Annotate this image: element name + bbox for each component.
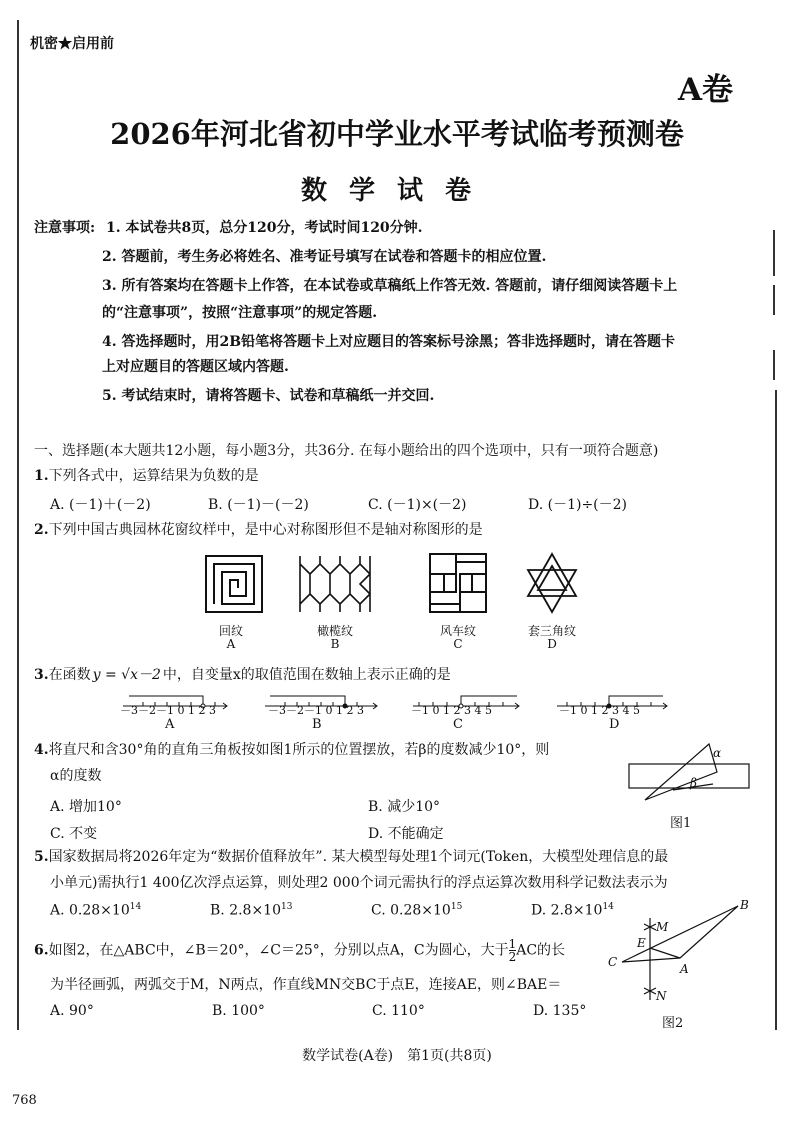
set-square — [645, 744, 717, 800]
point-c-label: C — [608, 955, 618, 969]
fraction-numerator: 1 — [508, 937, 517, 951]
exam-title: 2026年河北省初中学业水平考试临考预测卷 — [110, 117, 684, 151]
question-4 — [34, 741, 549, 760]
axis-letter: C — [453, 717, 463, 732]
option-c — [371, 902, 462, 919]
option-b — [210, 902, 292, 919]
axis-ticks: －3－2－1 0 1 2 3 — [268, 704, 364, 717]
figure-letter: B — [330, 637, 340, 651]
question-text: 国家数据局将2026年定为“数据价值释放年”. 某大模型每处理1个词元(Token，大模型处理信息的最 — [48, 849, 669, 865]
axis-ticks: －1 0 1 2 3 4 5 — [411, 704, 492, 717]
fraction-denominator: 2 — [508, 950, 517, 964]
option-a — [50, 902, 141, 919]
exam-subtitle: 数学试卷 — [300, 176, 493, 206]
question-text: 小单元)需执行1 400亿次浮点运算，则处理2 000个词元需执行的浮点运算次数用科学记数法表示为 — [50, 875, 668, 891]
question-text: 下列各式中，运算结果为负数的是 — [48, 468, 259, 484]
alpha-label: α — [713, 746, 722, 760]
option-base: A. 0.28×10 — [50, 902, 130, 919]
option-b: B. (－1)－(－2) — [208, 497, 309, 513]
notes-item: 2. 答题前，考生务必将姓名、准考证号填写在试卷和答题卡的相应位置. — [102, 249, 547, 265]
option-exponent: 14 — [602, 902, 614, 912]
volume-label: A卷 — [678, 72, 734, 108]
question-2 — [34, 521, 483, 540]
scan-edge-mark — [773, 350, 775, 380]
pattern-figures — [200, 552, 600, 622]
option-b: B. 100° — [212, 1003, 265, 1019]
notes-item: 的“注意事项”，按照“注意事项”的规定答题. — [102, 305, 378, 321]
point-a-label: A — [680, 962, 689, 976]
figure-1 — [625, 740, 755, 810]
figure-label: 风车纹 — [439, 624, 476, 638]
notes-item: 3. 所有答案均在答题卡上作答，在本试卷或草稿纸上作答无效. 答题前，请仔细阅读答题卡上 — [102, 278, 678, 294]
option-c: C. 不变 — [50, 826, 98, 842]
option-d: D. 135° — [533, 1003, 587, 1019]
figure-b-olive — [300, 556, 370, 612]
notes-label: 注意事项: — [34, 220, 96, 236]
figure-c-windmill — [430, 554, 486, 612]
point-m-label: M — [656, 920, 669, 934]
option-base: D. 2.8×10 — [531, 902, 603, 919]
question-number: 5. — [34, 849, 49, 865]
option-a: A. 增加10° — [50, 799, 122, 815]
axis-letter: A — [165, 717, 175, 732]
question-number: 4. — [34, 742, 49, 758]
figure-letter: A — [226, 637, 236, 651]
section-heading: 一、选择题(本大题共12小题，每小题3分，共36分. 在每小题给出的四个选项中，只有一项符合题意) — [34, 443, 659, 459]
figure-label: 回纹 — [218, 624, 243, 638]
figure-2-label: 图2 — [662, 1016, 684, 1031]
figure-1-label: 图1 — [670, 816, 692, 831]
option-exponent: 15 — [450, 902, 463, 912]
option-c: C. 110° — [372, 1003, 425, 1019]
question-6 — [34, 938, 565, 963]
notes-item: 1. 本试卷共8页，总分120分，考试时间120分钟. — [106, 220, 423, 236]
notes-item: 4. 答选择题时，用2B铅笔将答题卡上对应题目的答案标号涂黑；答非选择题时，请在答题卡 — [102, 334, 676, 350]
question-text: 下列中国古典园林花窗纹样中，是中心对称图形但不是轴对称图形的是 — [48, 522, 483, 538]
option-exponent: 14 — [129, 902, 142, 912]
option-d: D. (－1)÷(－2) — [528, 497, 628, 513]
segment-ae — [650, 948, 680, 958]
question-number: 6. — [34, 942, 49, 959]
notes-item: 上对应题目的答题区域内答题. — [102, 359, 289, 375]
option-exponent: 13 — [281, 902, 293, 912]
question-number: 2. — [34, 522, 49, 538]
scan-edge-mark — [775, 390, 777, 1030]
scan-page-number: 768 — [12, 1093, 37, 1108]
page-footer: 数学试卷(A卷) 第1页(共8页) — [302, 1048, 492, 1064]
figure-a-huiwen — [206, 556, 262, 612]
notes-item: 5. 考试结束时，请将答题卡、试卷和草稿纸一并交回. — [102, 388, 435, 404]
figure-letter: C — [453, 637, 463, 651]
figure-2 — [610, 898, 760, 1008]
figure-label: 橄榄纹 — [316, 624, 353, 638]
figure-label: 套三角纹 — [527, 624, 576, 638]
question-text: 为半径画弧，两弧交于M，N两点，作直线MN交BC于点E，连接AE，则∠BAE＝ — [50, 977, 562, 993]
option-base: B. 2.8×10 — [210, 902, 281, 919]
option-base: C. 0.28×10 — [371, 902, 451, 919]
question-5 — [34, 848, 668, 867]
scan-edge-mark — [773, 230, 775, 276]
point-b-label: B — [740, 898, 749, 912]
option-d: D. 不能确定 — [368, 826, 444, 842]
question-number: 1. — [34, 468, 49, 484]
scan-edge-mark — [773, 285, 775, 315]
question-1 — [34, 467, 259, 486]
axis-ticks: －3－2－1 0 1 2 3 — [120, 704, 216, 717]
question-text: 在函数 — [48, 667, 91, 683]
triangle-abc — [622, 906, 738, 962]
beta-label: β — [690, 776, 697, 790]
option-a: A. 90° — [50, 1003, 94, 1019]
question-3 — [34, 666, 451, 685]
point-e-label: E — [637, 936, 646, 950]
figure-d-hexagram — [528, 554, 576, 612]
figure-letter: D — [547, 637, 557, 651]
confidential-label: 机密★启用前 — [30, 36, 114, 52]
point-n-label: N — [656, 989, 667, 1003]
function-formula: y = √x－2 — [92, 667, 161, 683]
option-c: C. (－1)×(－2) — [368, 497, 467, 513]
axis-letter: B — [312, 717, 322, 732]
axis-letter: D — [609, 717, 620, 732]
question-text: α的度数 — [50, 768, 102, 784]
question-number: 3. — [34, 667, 49, 683]
axis-ticks: －1 0 1 2 3 4 5 — [559, 704, 640, 717]
option-d — [531, 902, 614, 919]
question-text: 如图2，在△ABC中，∠B＝20°，∠C＝25°，分别以点A，C为圆心，大于 — [48, 942, 509, 959]
ruler — [629, 764, 749, 788]
question-text: 将直尺和含30°角的直角三角板按如图1所示的位置摆放，若β的度数减少10°，则 — [48, 742, 550, 758]
option-a: A. (－1)＋(－2) — [50, 497, 151, 513]
question-text: AC的长 — [516, 942, 566, 959]
option-b: B. 减少10° — [368, 799, 441, 815]
question-text: 中，自变量x的取值范围在数轴上表示正确的是 — [162, 667, 451, 683]
